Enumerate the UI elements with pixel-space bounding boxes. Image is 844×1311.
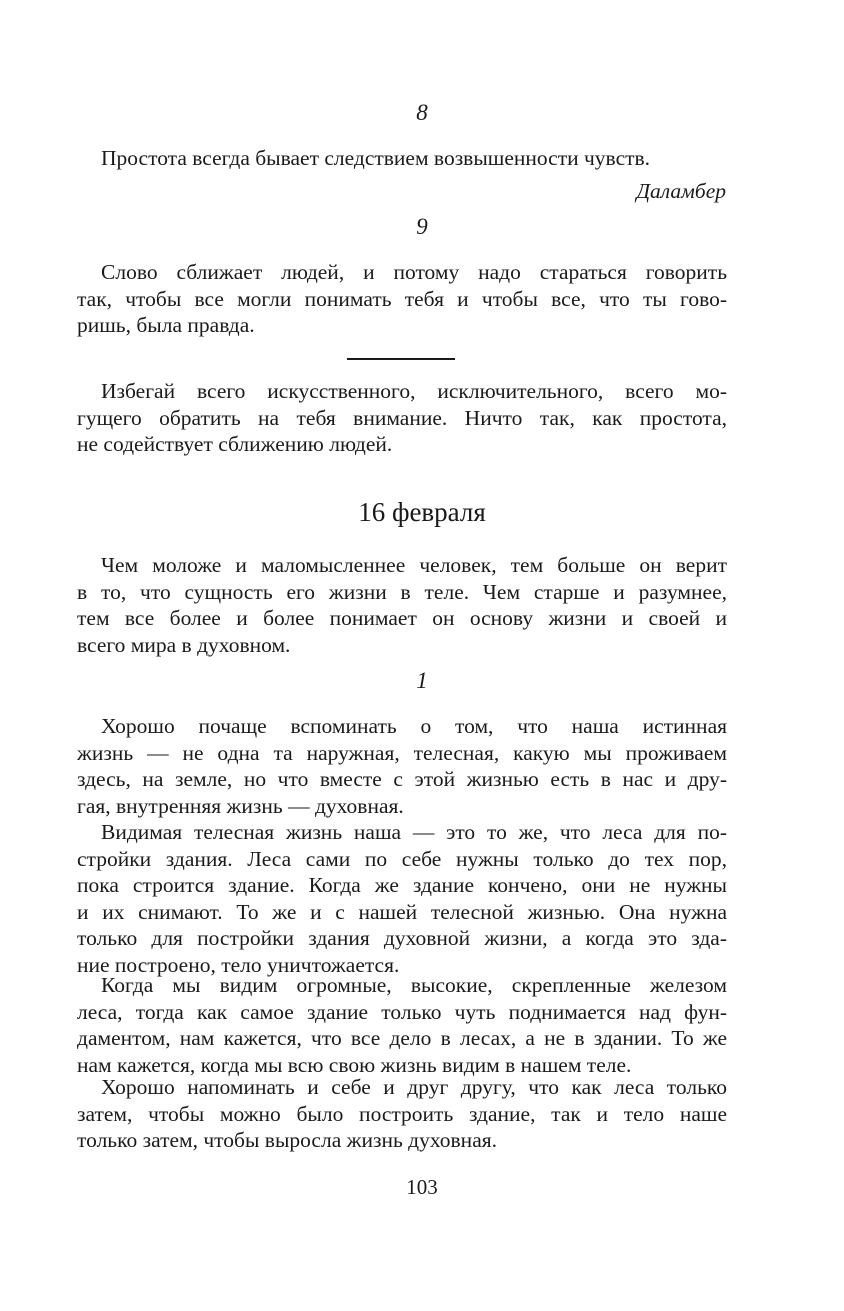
text-line: стройки здания. Леса сами по себе нужны только до тех пор, [77, 846, 727, 871]
text-line: леса, тогда как самое здание только чуть поднимается над фун- [77, 999, 727, 1024]
text-line: не содействует сближению людей. [77, 432, 393, 456]
text-line: Хорошо почаще вспоминать о том, что наша истинная [101, 714, 727, 738]
paragraph-section-9 [77, 259, 727, 339]
text-line: Избегай всего искусственного, исключительного, всего мо- [101, 379, 727, 403]
text-line: здесь, на земле, но что вместе с этой жизнью есть в нас и дру- [77, 767, 727, 791]
paragraph-3 [77, 972, 727, 1078]
date-heading: 16 февраля [358, 497, 486, 527]
section-number-9: 9 [416, 214, 428, 239]
quote-paragraph [77, 145, 727, 172]
text-line: Простота всегда бывает следствием возвышенности чувств. [101, 146, 651, 170]
text-line: только затем, чтобы выросла жизнь духовная. [77, 1128, 497, 1152]
text-line: затем, чтобы можно было построить здание, так и тело наше [77, 1101, 727, 1126]
page-number: 103 [406, 1175, 438, 1199]
text-line: в то, что сущность его жизни в теле. Чем старше и разумнее, [77, 579, 727, 604]
text-line: пока строится здание. Когда же здание кончено, они не нужны [77, 873, 727, 897]
text-line: Когда мы видим огромные, высокие, скрепленные железом [101, 973, 727, 997]
text-line: только для постройки здания духовной жизни, а когда это зда- [77, 926, 727, 950]
text-line: ние построено, тело уничтожается. [77, 952, 400, 977]
paragraph-2 [77, 819, 727, 978]
text-line: всего мира в духовном. [77, 632, 291, 657]
text-line: так, чтобы все могли понимать тебя и чтобы все, что ты гово- [77, 286, 727, 311]
text-line: Слово сближает людей, и потому надо стараться говорить [101, 260, 727, 284]
intro-paragraph [77, 552, 727, 658]
text-line: Видимая телесная жизнь наша — это то же, что леса для по- [101, 820, 727, 844]
text-line: и их снимают. То же и с нашей телесной жизнью. Она нужна [77, 899, 727, 924]
paragraph-4 [77, 1074, 727, 1154]
section-number-8: 8 [416, 100, 428, 125]
text-line: жизнь — не одна та наружная, телесная, какую мы проживаем [77, 740, 727, 765]
text-line: гущего обратить на тебя внимание. Ничто так, как простота, [77, 405, 727, 430]
text-line: гая, внутренняя жизнь — духовная. [77, 793, 404, 818]
paragraph-1 [77, 713, 727, 819]
text-line: Хорошо напоминать и себе и друг другу, что как леса только [101, 1075, 727, 1099]
section-divider [347, 358, 455, 360]
text-line: даментом, нам кажется, что все дело в лесах, а не в здании. То же [77, 1026, 727, 1050]
section-number-1: 1 [416, 668, 428, 693]
text-line: ришь, была правда. [77, 313, 255, 337]
closing-paragraph [77, 378, 727, 458]
text-line: нам кажется, когда мы всю свою жизнь видим в нашем теле. [77, 1052, 632, 1077]
text-line: тем все более и более понимает он основу жизни и своей и [77, 606, 727, 630]
text-line: Чем моложе и маломысленнее человек, тем больше он верит [101, 553, 727, 577]
quote-author: Даламбер [636, 179, 726, 203]
